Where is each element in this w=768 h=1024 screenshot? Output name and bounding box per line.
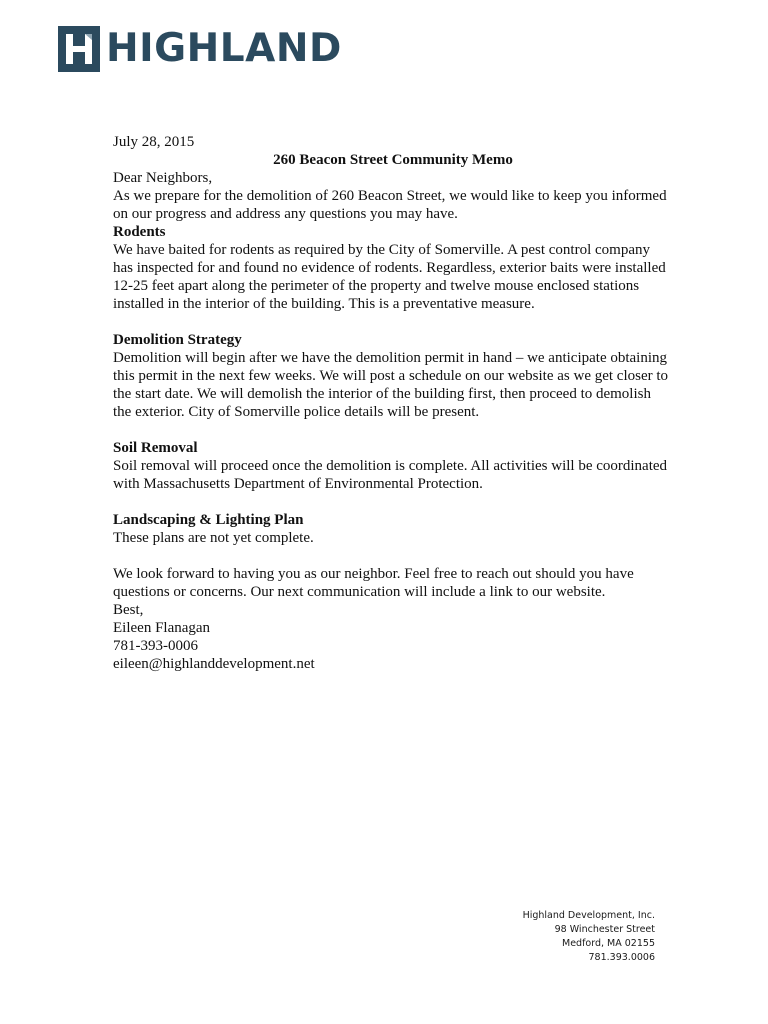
section-heading: Landscaping & Lighting Plan (113, 512, 304, 528)
signature-block (113, 601, 673, 673)
section-heading: Rodents (113, 224, 166, 240)
section-rodents (113, 223, 673, 313)
footer-company: Highland Development, Inc. (522, 910, 655, 921)
salutation: Dear Neighbors, (113, 170, 213, 186)
section-body: Soil removal will proceed once the demolition is complete. All activities will be coordinated with Massachusetts Department of Environmental Protection. (113, 458, 668, 492)
letter-date: July 28, 2015 (113, 134, 195, 150)
company-address-footer (523, 909, 655, 965)
sign-off: Best, (113, 602, 144, 618)
intro-paragraph: As we prepare for the demolition of 260 Beacon Street, we would like to keep you informed on our progress and address any questions you may have. (113, 188, 667, 222)
section-soil-removal (113, 439, 673, 493)
highland-logo-mark-icon (58, 26, 100, 72)
footer-phone: 781.393.0006 (588, 952, 655, 963)
company-logo (58, 26, 342, 72)
footer-city: Medford, MA 02155 (562, 938, 655, 949)
footer-street: 98 Winchester Street (554, 924, 655, 935)
section-body: These plans are not yet complete. (113, 530, 314, 546)
signer-name: Eileen Flanagan (113, 620, 211, 636)
signer-email: eileen@highlanddevelopment.net (113, 656, 315, 672)
section-demolition-strategy (113, 331, 673, 421)
section-heading: Demolition Strategy (113, 332, 242, 348)
memo-letter (113, 133, 673, 673)
section-body: Demolition will begin after we have the demolition permit in hand – we anticipate obtaining this permit in the next few weeks. We will post a schedule on our website as we get closer to the start date. We will demolish the interior of the building first, then proceed to demolish the exterior. City of Somerville police details will be present. (113, 350, 669, 420)
section-landscaping-lighting (113, 511, 673, 547)
signer-phone: 781-393-0006 (113, 638, 198, 654)
logo-wordmark: HIGHLAND (106, 26, 342, 71)
section-body: We have baited for rodents as required by the City of Somerville. A pest control company has inspected for and found no evidence of rodents. Regardless, exterior baits were installed 12-25 feet apart along the perimeter of the property and twelve mouse enclosed stations installed in the interior of the building. This is a preventative measure. (113, 242, 666, 312)
section-heading: Soil Removal (113, 440, 198, 456)
memo-title: 260 Beacon Street Community Memo (273, 152, 513, 168)
closing-paragraph: We look forward to having you as our neighbor. Feel free to reach out should you have questions or concerns. Our next communication will include a link to our website. (113, 566, 634, 600)
